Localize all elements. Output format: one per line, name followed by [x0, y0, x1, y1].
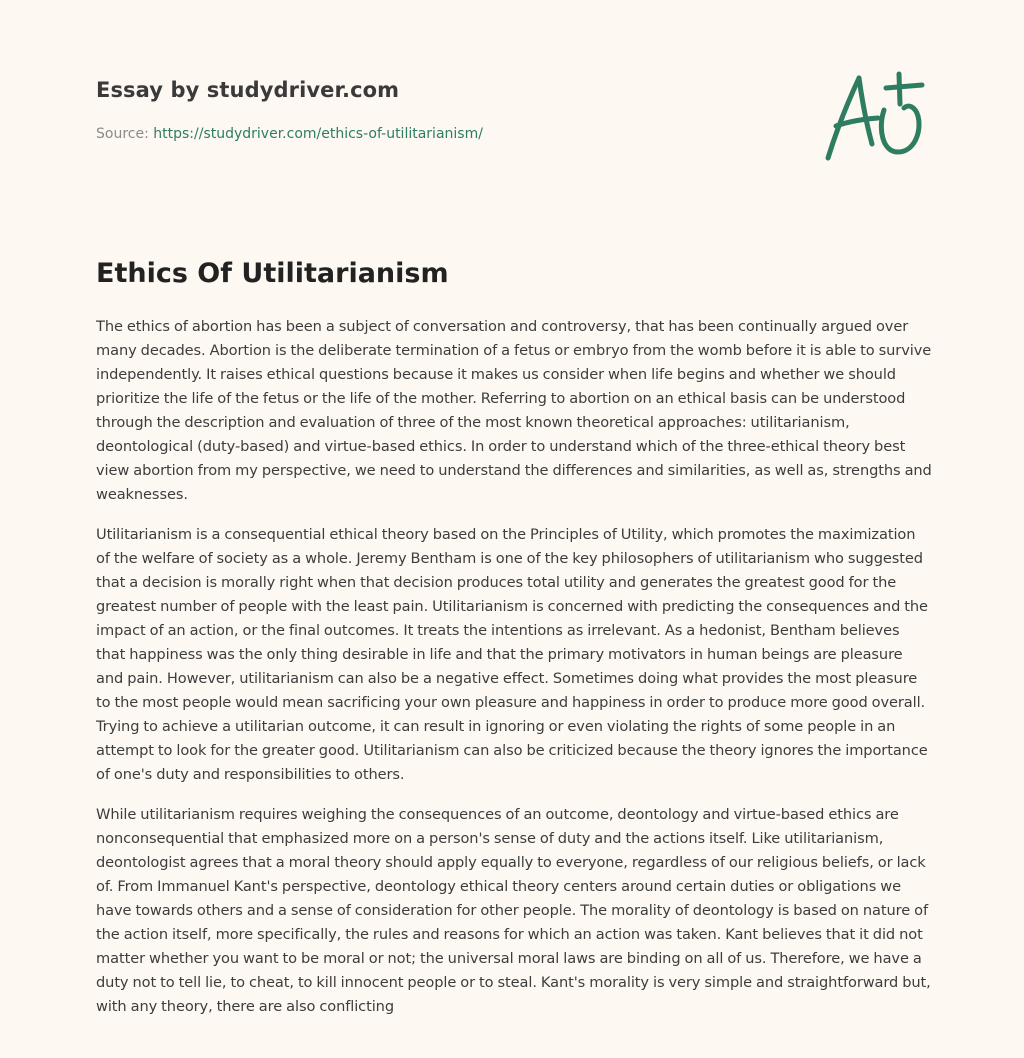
- article-title: Ethics Of Utilitarianism: [96, 258, 449, 289]
- paragraph: The ethics of abortion has been a subject of conversation and controversy, that has been continually argued over many decades. Abortion is the deliberate termination of a fetus or embryo from the womb before it is able to survive independently. It raises ethical questions because it makes us consider when life begins and whether we should prioritize the life of the fetus or the life of the mother. Referring to abortion on an ethical basis can be understood through the description and evaluation of three of the most known theoretical approaches: utilitarianism, deontological (duty-based) and virtue-based ethics. In order to understand which of the three-ethical theory best view abortion from my perspective, we need to understand the differences and similarities, as well as, strengths and weaknesses.: [96, 318, 932, 503]
- essay-header: [96, 76, 696, 144]
- paragraph: While utilitarianism requires weighing the consequences of an outcome, deontology and virtue-based ethics are nonconsequential that emphasized more on a person's sense of duty and the actions itself. Like utilitarianism, deontologist agrees that a moral theory should apply equally to everyone, regardless of our religious beliefs, or lack of. From Immanuel Kant's perspective, deontology ethical theory centers around certain duties or obligations we have towards others and a sense of consideration for other people. The morality of deontology is based on nature of the action itself, more specifically, the rules and reasons for which an action was taken. Kant believes that it did not matter whether you want to be moral or not; the universal moral laws are binding on all of us. Therefore, we have a duty not to tell lie, to cheat, to kill innocent people or to steal. Kant's morality is very simple and straightforward but, with any theory, there are also conflicting: [96, 806, 931, 1015]
- source-link[interactable]: https://studydriver.com/ethics-of-utilitarianism/: [153, 126, 483, 142]
- article-body: [96, 315, 932, 1035]
- source-line: [96, 124, 696, 144]
- source-label: Source:: [96, 126, 149, 142]
- site-brand: Essay by studydriver.com: [96, 78, 400, 102]
- a-plus-logo-icon: [822, 66, 930, 166]
- paragraph: Utilitarianism is a consequential ethical theory based on the Principles of Utility, which promotes the maximization of the welfare of society as a whole. Jeremy Bentham is one of the key philosophers of utilitarianism who suggested that a decision is morally right when that decision produces total utility and generates the greatest good for the greatest number of people with the least pain. Utilitarianism is concerned with predicting the consequences and the impact of an action, or the final outcomes. It treats the intentions as irrelevant. As a hedonist, Bentham believes that happiness was the only thing desirable in life and that the primary motivators in human beings are pleasure and pain. However, utilitarianism can also be a negative effect. Sometimes doing what provides the most pleasure to the most people would mean sacrificing your own pleasure and happiness in order to produce more good overall. Trying to achieve a utilitarian outcome, it can result in ignoring or even violating the rights of some people in an attempt to look for the greater good. Utilitarianism can also be criticized because the theory ignores the importance of one's duty and responsibilities to others.: [96, 526, 928, 783]
